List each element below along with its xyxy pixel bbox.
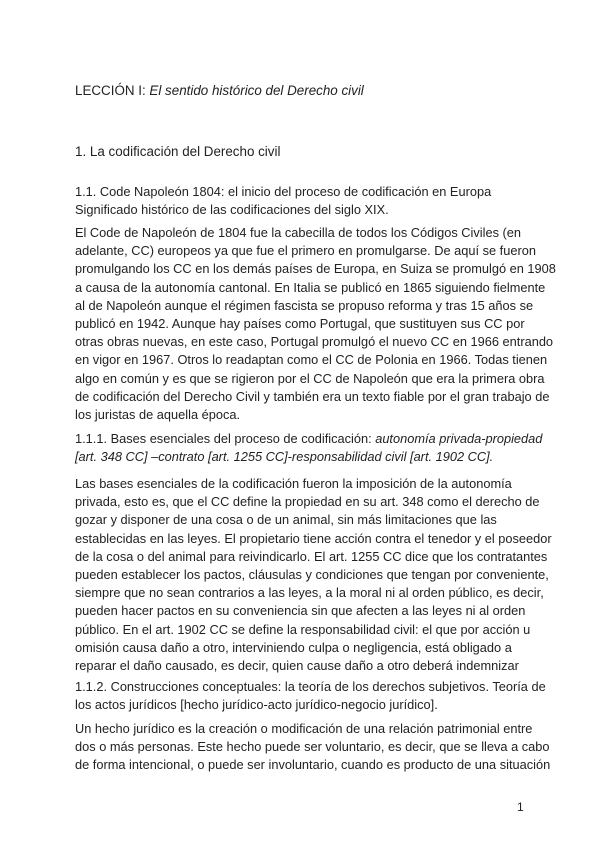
lesson-subtitle: El sentido histórico del Derecho civil [149,83,364,98]
paragraph-line: Las bases esenciales de la codificación fueron la imposición de la autonomía [75,476,512,491]
subsection-1-1-2-heading [75,678,546,714]
paragraph-line: algo en común y es que se rigieron por el CC de Napoleón que era la primera obra [75,370,545,386]
lesson-title [75,80,364,101]
paragraph-line: El Code de Napoleón de 1804 fue la cabecilla de todos los Códigos Civiles (en [75,225,522,240]
paragraph-line: los juristas de aquella época. [75,407,241,423]
paragraph-line: adelante, CC) europeos ya que fue el primero en promulgarse. De aquí se fueron [75,243,536,259]
lesson-label: LECCIÓN I: [75,83,146,98]
heading-plain: 1.1.1. Bases esenciales del proceso de codificación: [75,431,372,446]
section-heading: 1. La codificación del Derecho civil [75,144,281,159]
paragraph-line: otras obras nuevas, en este caso, Portugal promulgó el nuevo CC en 1966 entrando [75,334,554,350]
heading-line: los actos jurídicos [hecho jurídico-acto jurídico-negocio jurídico]. [75,697,438,713]
paragraph-line: omisión causa daño a otro, interviniendo culpa o negligencia, está obligado a [75,639,512,655]
paragraph-line: promulgando los CC en los demás países de Europa, en Suiza se promulgó en 1908 [75,261,556,277]
paragraph-line: de forma intencional, o puede ser involuntario, cuando es producto de una situación [75,757,551,773]
subsection-1-1-1-paragraph [75,475,552,675]
paragraph-line: privada, esto es, que el CC define la propiedad en su art. 348 como el derecho de [75,494,540,510]
paragraph-line: al de Napoleón aunque el régimen fascista se propuso reforma y tras 15 años se [75,297,534,313]
page-number: 1 [517,800,524,814]
heading-line: 1.1.2. Construcciones conceptuales: la teoría de los derechos subjetivos. Teoría de [75,679,546,694]
paragraph-line: de codificación del Derecho Civil y también era un texto fiable por el gran trabajo de [75,388,550,404]
subsection-1-1-paragraph [75,224,556,424]
heading-line: 1.1. Code Napoleón 1804: el inicio del proceso de codificación en Europa [75,184,492,199]
heading-italic: autonomía privada-propiedad [375,431,543,446]
paragraph-line: reparar el daño causado, es decir, quien cause daño a otro deberá indemnizar [75,658,519,674]
subsection-1-1-1-heading [75,430,543,466]
paragraph-line: a causa de la autonomía cantonal. En Italia se publicó en 1865 siguiendo fielmente [75,279,546,295]
paragraph-line: público. En el art. 1902 CC se define la responsabilidad civil: el que por acción u [75,621,531,637]
paragraph-line: establecidas en las leyes. El propietario tiene acción contra el tenedor y el poseedor [75,530,552,546]
paragraph-line: de la cosa o del animal para reivindicarlo. El art. 1255 CC dice que los contratantes [75,548,548,564]
subsection-1-1-2-paragraph [75,720,551,775]
subsection-1-1-heading [75,183,527,219]
paragraph-line: siempre que no sean contrarios a las leyes, a la moral ni al orden público, es decir, [75,585,544,601]
paragraph-line: en vigor en 1967. Otros lo readaptan como el CC de Polonia en 1966. Todas tienen [75,352,548,368]
paragraph-line: Un hecho jurídico es la creación o modificación de una relación patrimonial entre [75,721,533,736]
heading-italic: [art. 348 CC] –contrato [art. 1255 CC]-responsabilidad civil [art. 1902 CC]. [75,449,494,465]
paragraph-line: gozar y disponer de una cosa o de un animal, sin más limitaciones que las [75,512,497,528]
paragraph-line: dos o más personas. Este hecho puede ser voluntario, es decir, que se lleva a cabo [75,739,550,755]
heading-line: Significado histórico de las codificaciones del siglo XIX. [75,202,389,218]
paragraph-line: publicó en 1942. Aunque hay países como Portugal, que sustituyen sus CC por [75,316,525,332]
paragraph-line: pueden establecer los pactos, cláusulas y condiciones que tengan por conveniente, [75,567,549,583]
paragraph-line: pueden hacer pactos en su conveniencia sin que afecten a las leyes ni al orden [75,603,526,619]
